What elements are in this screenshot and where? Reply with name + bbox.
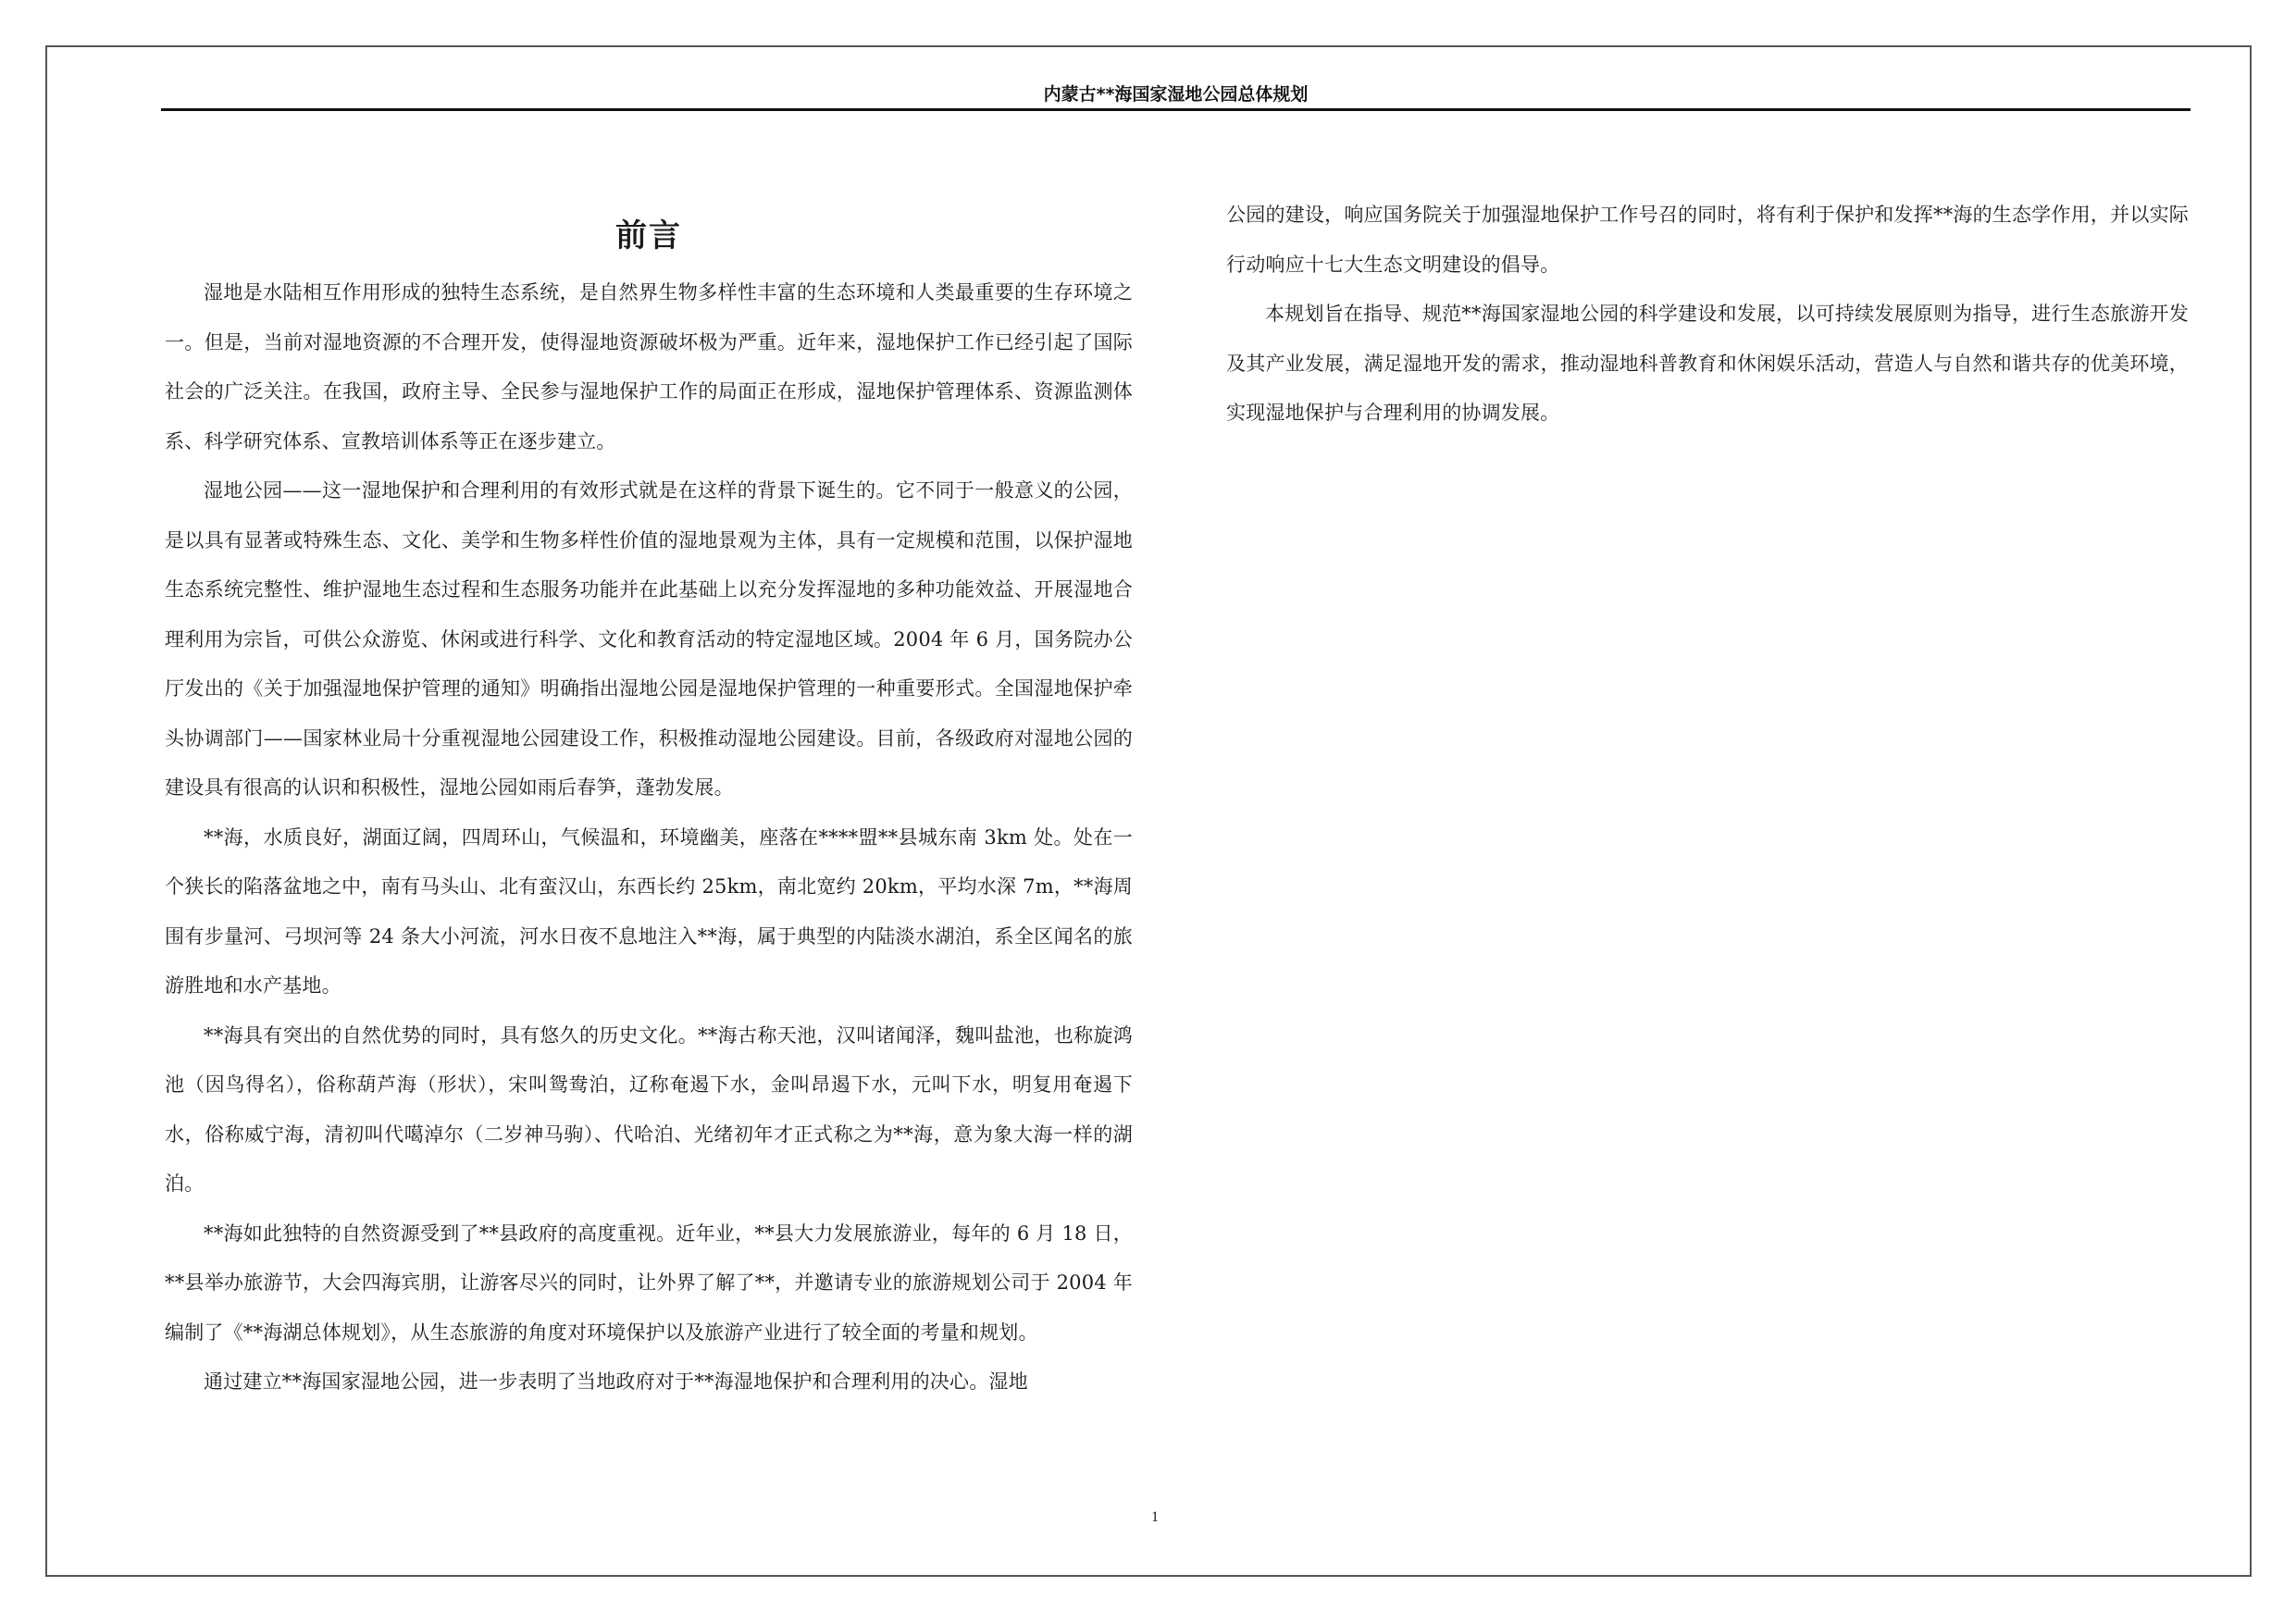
header-divider — [161, 108, 2191, 111]
paragraph-6-continued: 公园的建设，响应国务院关于加强湿地保护工作号召的同时，将有利于保护和发挥**海的生态学作用，并以实际行动响应十七大生态文明建设的倡导。 — [1226, 204, 2189, 276]
section-heading: 前言 — [615, 217, 682, 254]
paragraph-4: **海具有突出的自然优势的同时，具有悠久的历史文化。**海古称天池，汉叫诸闻泽，魏叫盐池，也称旋鸿池（因鸟得名），俗称葫芦海（形状），宋叫鸳鸯泊，辽称奄遏下水，金叫昂遏下水，元叫下水，明复用奄遏下水，俗称威宁海，清初叫代噶淖尔（二岁神马驹）、代哈泊、光绪初年才正式称之为**海，意为象大海一样的湖泊。 — [165, 1023, 1133, 1195]
paragraph-5: **海如此独特的自然资源受到了**县政府的高度重视。近年业，**县大力发展旅游业，每年的 6 月 18 日，**县举办旅游节，大会四海宾朋，让游客尽兴的同时，让外界了解了**，并邀请专业的旅游规划公司于 2004 年编制了《**海湖总体规划》，从生态旅游的角度对环境保护以及旅游产业进行了较全面的考量和规划。 — [165, 1221, 1133, 1344]
right-column — [1226, 191, 2189, 439]
paragraph-3: **海，水质良好，湖面辽阔，四周环山，气候温和，环境幽美，座落在****盟**县城东南 3km 处。处在一个狭长的陷落盆地之中，南有马头山、北有蛮汉山，东西长约 25km，南北宽约 20km，平均水深 7m，**海周围有步量河、弓坝河等 24 条大小河流，河水日夜不息地注入**海，属于典型的内陆淡水湖泊，系全区闻名的旅游胜地和水产基地。 — [165, 825, 1133, 997]
left-column — [165, 268, 1133, 1407]
paragraph-2: 湿地公园——这一湿地保护和合理利用的有效形式就是在这样的背景下诞生的。它不同于一般意义的公园，是以具有显著或特殊生态、文化、美学和生物多样性价值的湿地景观为主体，具有一定规模和范围，以保护湿地生态系统完整性、维护湿地生态过程和生态服务功能并在此基础上以充分发挥湿地的多种功能效益、开展湿地合理利用为宗旨，可供公众游览、休闲或进行科学、文化和教育活动的特定湿地区域。2004 年 6 月，国务院办公厅发出的《关于加强湿地保护管理的通知》明确指出湿地公园是湿地保护管理的一种重要形式。全国湿地保护牵头协调部门——国家林业局十分重视湿地公园建设工作，积极推动湿地公园建设。目前，各级政府对湿地公园的建设具有很高的认识和积极性，湿地公园如雨后春笋，蓬勃发展。 — [165, 479, 1133, 799]
paragraph-7: 本规划旨在指导、规范**海国家湿地公园的科学建设和发展，以可持续发展原则为指导，进行生态旅游开发及其产业发展，满足湿地开发的需求，推动湿地科普教育和休闲娱乐活动，营造人与自然和谐共存的优美环境，实现湿地保护与合理利用的协调发展。 — [1226, 303, 2189, 424]
page-number: 1 — [1151, 1509, 1159, 1525]
paragraph-6: 通过建立**海国家湿地公园，进一步表明了当地政府对于**海湿地保护和合理利用的决心。湿地 — [204, 1370, 1028, 1393]
paragraph-1: 湿地是水陆相互作用形成的独特生态系统，是自然界生物多样性丰富的生态环境和人类最重要的生存环境之一。但是，当前对湿地资源的不合理开发，使得湿地资源破坏极为严重。近年来，湿地保护工作已经引起了国际社会的广泛关注。在我国，政府主导、全民参与湿地保护工作的局面正在形成，湿地保护管理体系、资源监测体系、科学研究体系、宣教培训体系等正在逐步建立。 — [165, 281, 1133, 452]
document-header-title: 内蒙古**海国家湿地公园总体规划 — [1043, 84, 1309, 105]
